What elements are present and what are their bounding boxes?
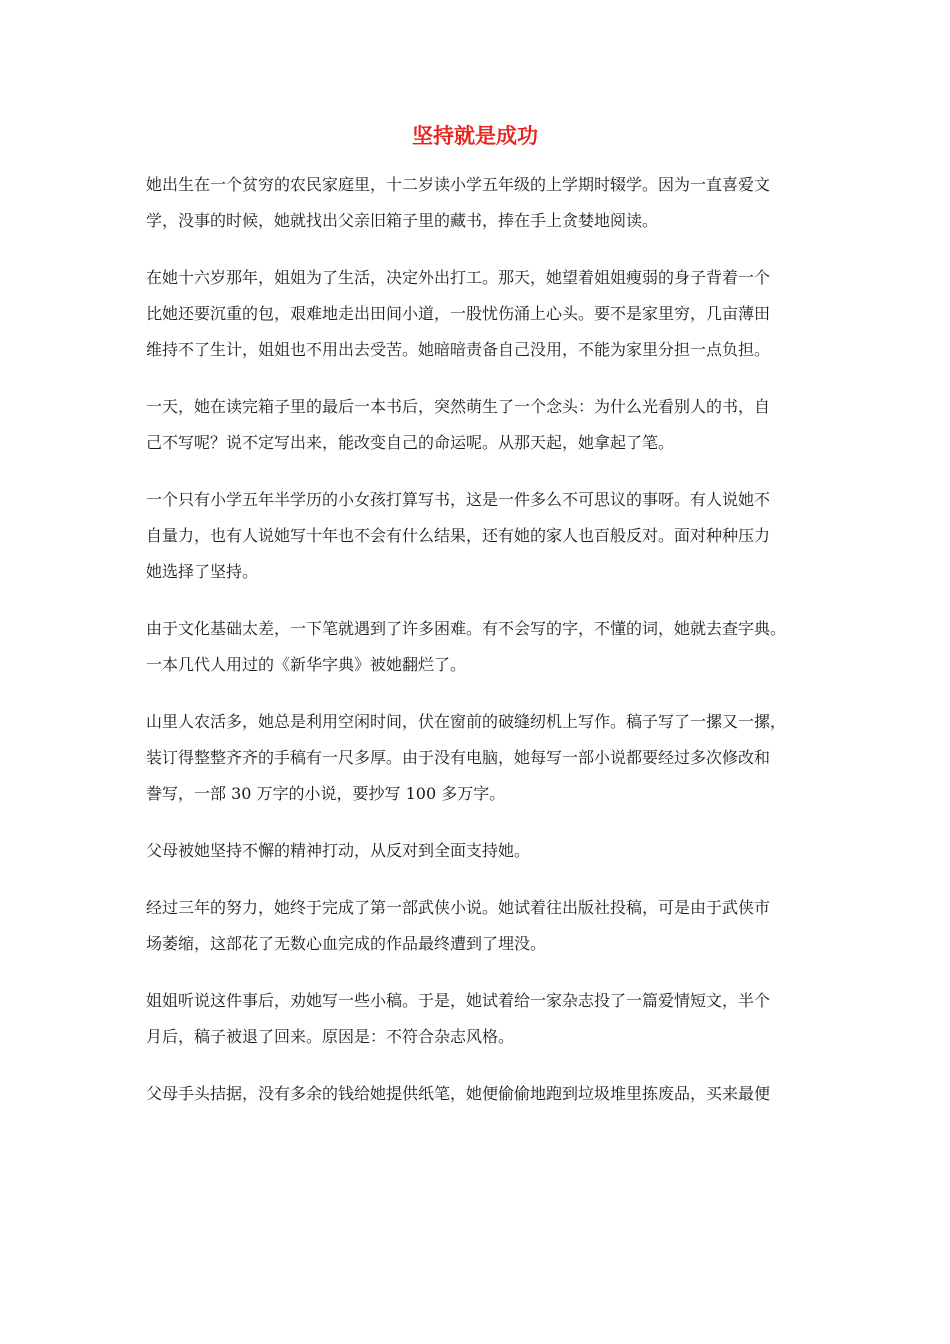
paragraph-line: 比她还要沉重的包，艰难地走出田间小道，一股忧伤涌上心头。要不是家里穷，几亩薄田 (146, 304, 771, 323)
article-body (146, 167, 812, 1133)
paragraph-line: 维持不了生计，姐姐也不用出去受苦。她暗暗责备自己没用，不能为家里分担一点负担。 (146, 340, 771, 359)
paragraph-line: 己不写呢？说不定写出来，能改变自己的命运呢。从那天起，她拿起了笔。 (146, 433, 675, 452)
paragraph (146, 1076, 812, 1112)
paragraph (146, 482, 812, 590)
paragraph-line: 一个只有小学五年半学历的小女孩打算写书，这是一件多么不可思议的事呀。有人说她不 (146, 490, 771, 509)
paragraph-line: 父母手头拮据，没有多余的钱给她提供纸笔，她便偷偷地跑到垃圾堆里拣废品，买来最便 (146, 1084, 771, 1103)
paragraph (146, 704, 812, 812)
paragraph-line: 山里人农活多，她总是利用空闲时间，伏在窗前的破缝纫机上写作。稿子写了一摞又一摞， (146, 712, 787, 731)
paragraph-line: 装订得整整齐齐的手稿有一尺多厚。由于没有电脑，她每写一部小说都要经过多次修改和 (146, 748, 771, 767)
document-title: 坚持就是成功 (412, 124, 538, 148)
paragraph-line: 一天，她在读完箱子里的最后一本书后，突然萌生了一个念头：为什么光看别人的书，自 (146, 397, 771, 416)
paragraph (146, 983, 812, 1055)
paragraph-line: 她出生在一个贫穷的农民家庭里，十二岁读小学五年级的上学期时辍学。因为一直喜爱文 (146, 175, 771, 194)
paragraph-line: 经过三年的努力，她终于完成了第一部武侠小说。她试着往出版社投稿，可是由于武侠市 (146, 898, 771, 917)
paragraph (146, 611, 812, 683)
paragraph-line: 学，没事的时候，她就找出父亲旧箱子里的藏书，捧在手上贪婪地阅读。 (146, 211, 659, 230)
paragraph-line: 一本几代人用过的《新华字典》被她翻烂了。 (146, 655, 467, 674)
paragraph-line: 父母被她坚持不懈的精神打动，从反对到全面支持她。 (146, 841, 531, 860)
paragraph (146, 890, 812, 962)
paragraph-line: 自量力，也有人说她写十年也不会有什么结果，还有她的家人也百般反对。面对种种压力 (146, 526, 771, 545)
paragraph (146, 260, 812, 368)
paragraph-line: 场萎缩，这部花了无数心血完成的作品最终遭到了埋没。 (146, 934, 547, 953)
paragraph-line: 姐姐听说这件事后，劝她写一些小稿。于是，她试着给一家杂志投了一篇爱情短文，半个 (146, 991, 771, 1010)
paragraph-line: 由于文化基础太差，一下笔就遇到了许多困难。有不会写的字，不懂的词，她就去查字典。 (146, 619, 787, 638)
paragraph-line: 在她十六岁那年，姐姐为了生活，决定外出打工。那天，她望着姐姐瘦弱的身子背着一个 (146, 268, 771, 287)
paragraph-line: 月后，稿子被退了回来。原因是：不符合杂志风格。 (146, 1027, 515, 1046)
paragraph (146, 389, 812, 461)
paragraph-line: 誊写，一部 30 万字的小说，要抄写 100 多万字。 (146, 784, 506, 803)
paragraph (146, 833, 812, 869)
paragraph (146, 167, 812, 239)
paragraph-line: 她选择了坚持。 (146, 562, 259, 581)
